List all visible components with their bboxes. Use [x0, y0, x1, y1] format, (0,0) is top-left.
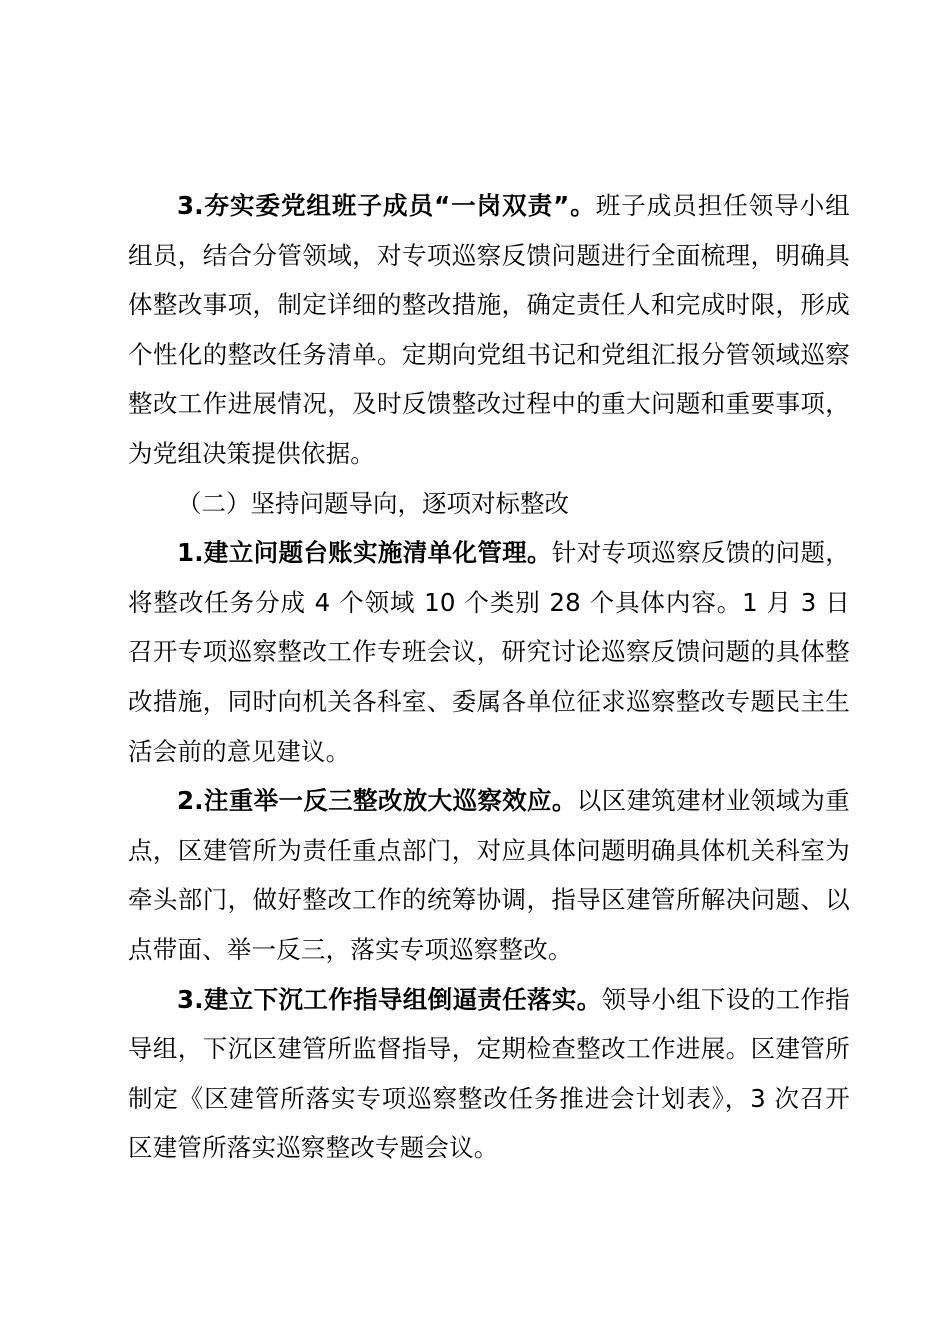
paragraph-item-2-inference	[128, 776, 850, 974]
paragraph-item-3-responsibility	[128, 181, 850, 479]
section-heading-2: （二）坚持问题导向，逐项对标整改	[177, 488, 569, 518]
paragraph-lead: 3.夯实委党组班子成员“一岗双责”。	[177, 191, 596, 220]
paragraph-lead: 3.建立下沉工作指导组倒逼责任落实。	[177, 984, 602, 1014]
paragraph-lead: 1.建立问题台账实施清单化管理。	[177, 538, 552, 568]
document-body	[128, 181, 850, 1173]
paragraph-item-3-guidance-group	[128, 975, 850, 1173]
paragraph-text: 以区建筑建材业领域为重点，区建管所为责任重点部门，对应具体问题明确具体机关科室为牵头部门，做好整改工作的统筹协调，指导区建管所解决问题、以点带面、举一反三，落实专项巡察整改。	[128, 786, 850, 964]
paragraph-text: 针对专项巡察反馈的问题，将整改任务分成 4 个领域 10 个类别 28 个具体内容。1 月 3 日召开专项巡察整改工作专班会议，研究讨论巡察反馈问题的具体整改措施，同时向机关各科室、委属各单位征求巡察整改专题民主生活会前的意见建议。	[128, 538, 850, 766]
paragraph-text: 领导小组下设的工作指导组，下沉区建管所监督指导，定期检查整改工作进展。区建管所制定《区建管所落实专项巡察整改任务推进会计划表》，3 次召开区建管所落实巡察整改专题会议。	[128, 984, 851, 1163]
paragraph-lead: 2.注重举一反三整改放大巡察效应。	[177, 786, 577, 816]
paragraph-item-1-ledger	[128, 528, 850, 776]
paragraph-text: 班子成员担任领导小组组员，结合分管领域，对专项巡察反馈问题进行全面梳理，明确具体整改事项，制定详细的整改措施，确定责任人和完成时限，形成个性化的整改任务清单。定期向党组书记和党组汇报分管领域巡察整改工作进展情况，及时反馈整改过程中的重大问题和重要事项，为党组决策提供依据。	[128, 191, 850, 468]
